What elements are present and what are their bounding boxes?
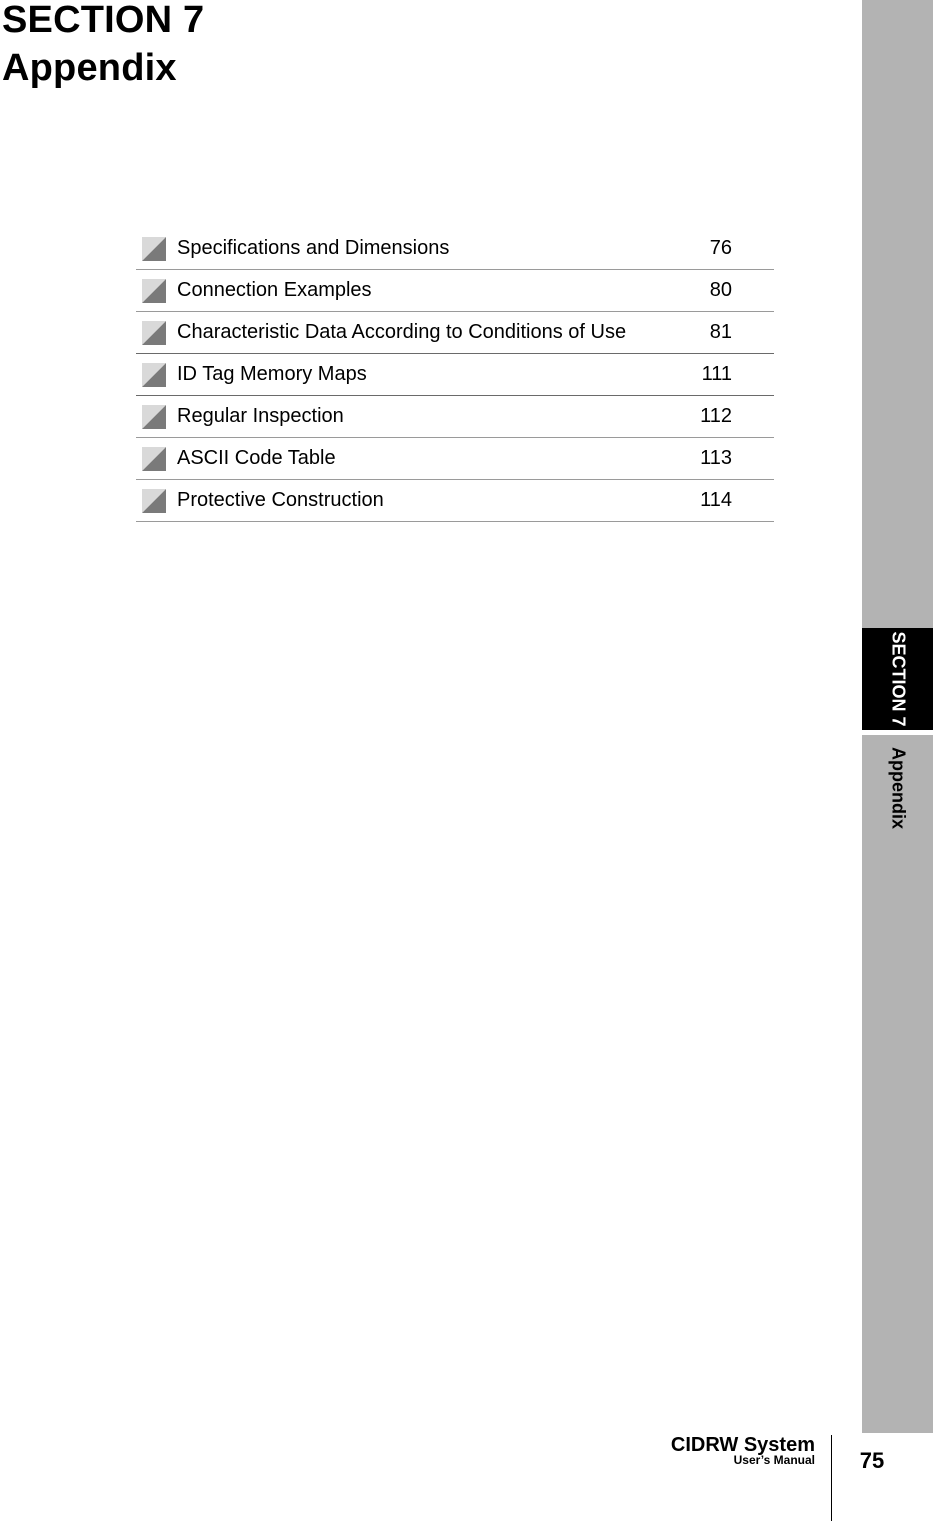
toc-item-page: 81 <box>709 321 732 343</box>
chapter-heading: Appendix <box>2 47 177 89</box>
footer-divider <box>831 1435 832 1521</box>
toc-item-specifications[interactable] <box>136 228 774 270</box>
tab-divider <box>862 730 933 735</box>
toc-item-page: 112 <box>700 405 732 427</box>
toc-item-page: 76 <box>709 237 732 259</box>
toc-item-page: 113 <box>700 447 732 469</box>
manual-name: User’s Manual <box>733 1453 815 1467</box>
toc-item-protective-construction[interactable] <box>136 480 774 522</box>
bullet-icon <box>142 363 166 387</box>
product-name: CIDRW System <box>670 1434 815 1456</box>
bullet-icon <box>142 279 166 303</box>
toc-item-label: Characteristic Data According to Conditions of Use <box>177 321 627 343</box>
toc-item-page: 111 <box>701 363 732 385</box>
table-of-contents <box>136 228 774 522</box>
toc-item-regular-inspection[interactable] <box>136 396 774 438</box>
toc-item-characteristic-data[interactable] <box>136 312 774 354</box>
toc-item-label: ID Tag Memory Maps <box>177 363 367 385</box>
tab-section-label: SECTION 7 <box>888 631 908 727</box>
toc-item-page: 80 <box>709 279 732 301</box>
toc-item-label: ASCII Code Table <box>177 447 336 469</box>
bullet-icon <box>142 237 166 261</box>
toc-item-label: Regular Inspection <box>177 405 344 427</box>
tab-appendix[interactable] <box>862 736 933 840</box>
toc-item-memory-maps[interactable] <box>136 354 774 396</box>
section-heading: SECTION 7 <box>2 0 205 41</box>
page-title <box>2 0 204 92</box>
tab-appendix-label: Appendix <box>888 746 908 830</box>
bullet-icon <box>142 447 166 471</box>
toc-item-ascii-code-table[interactable] <box>136 438 774 480</box>
toc-item-label: Protective Construction <box>177 489 384 511</box>
tab-section-7[interactable] <box>862 628 933 730</box>
footer-product <box>671 1434 815 1466</box>
toc-item-connection-examples[interactable] <box>136 270 774 312</box>
toc-item-page: 114 <box>700 489 732 511</box>
bullet-icon <box>142 405 166 429</box>
bullet-icon <box>142 321 166 345</box>
toc-item-label: Specifications and Dimensions <box>177 237 450 259</box>
page-number: 75 <box>859 1448 885 1473</box>
toc-item-label: Connection Examples <box>177 279 372 301</box>
bullet-icon <box>142 489 166 513</box>
